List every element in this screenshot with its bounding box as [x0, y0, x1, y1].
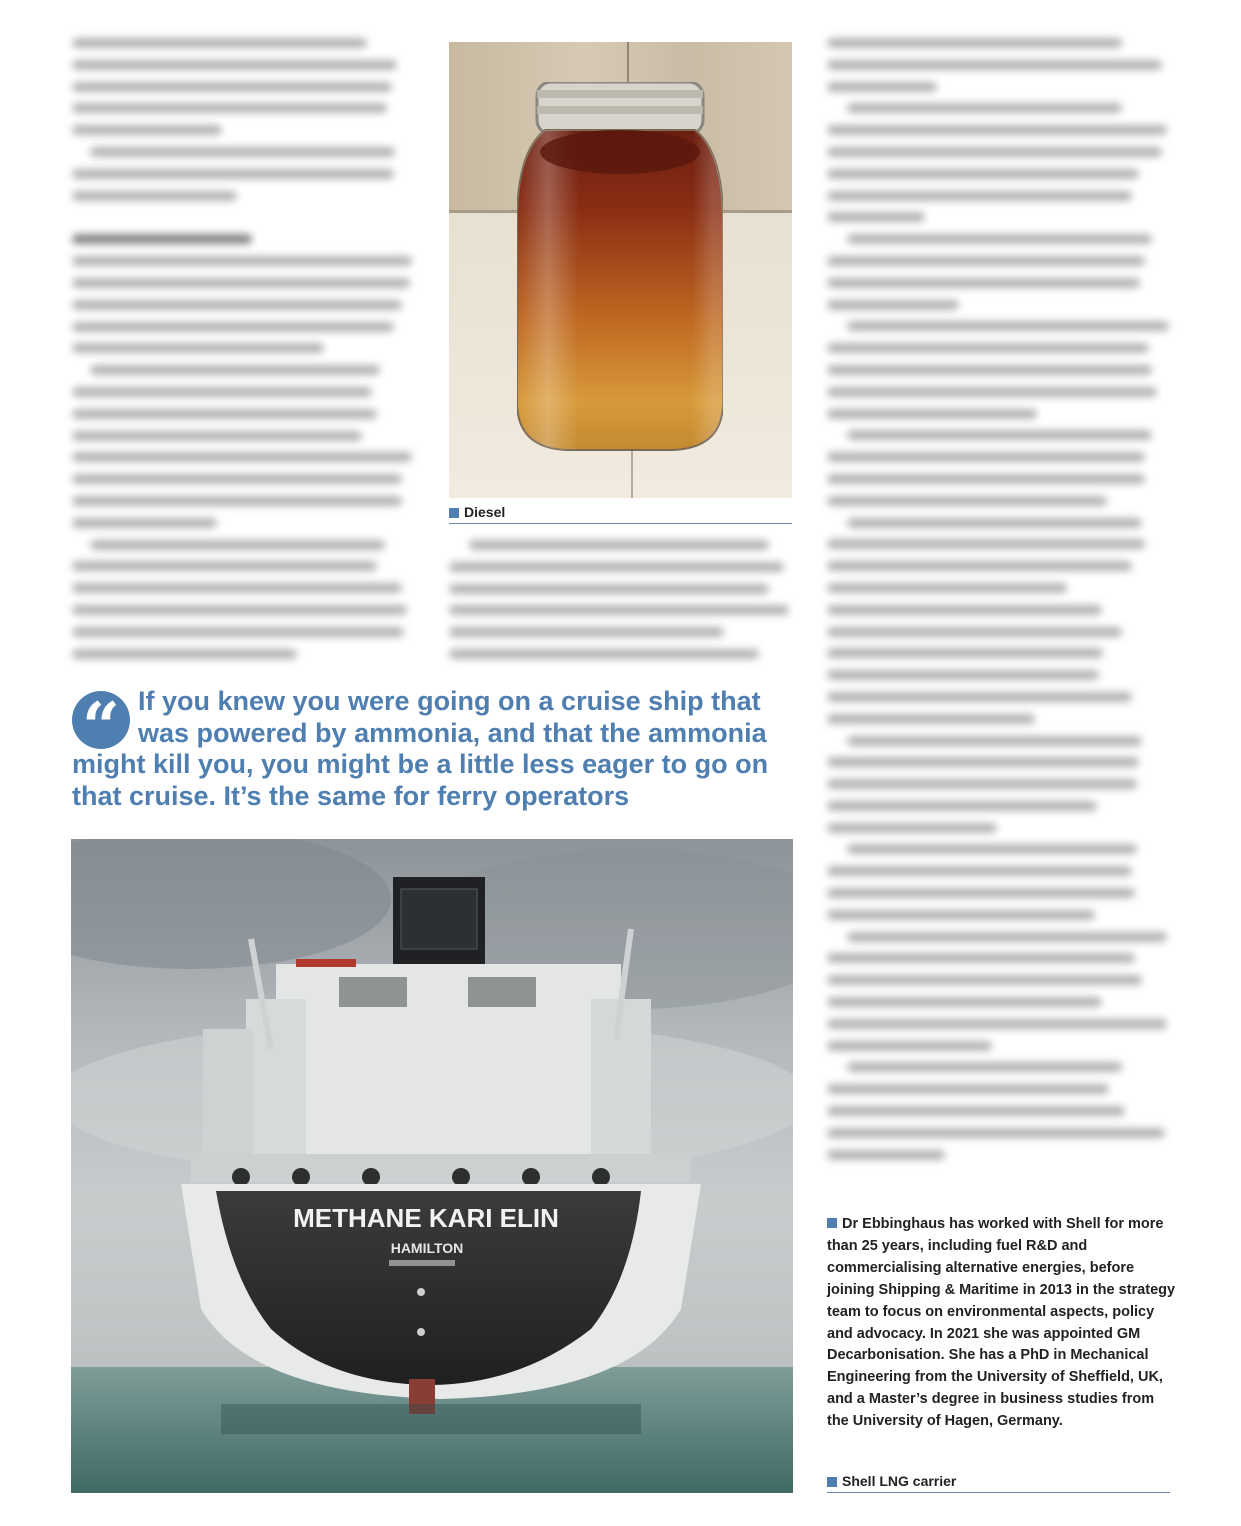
diesel-caption: [449, 504, 792, 524]
caption-marker-icon: [449, 508, 459, 518]
diesel-jar-photo: [449, 42, 792, 498]
pull-quote-text: If you knew you were going on a cruise ship that was powered by ammonia, and that the ammonia might kill you, you might be a little less eager to go on that cruise. It’s the same for ferry operators: [72, 686, 769, 811]
ship-port-text: HAMILTON: [390, 1240, 464, 1256]
author-bio-text: Dr Ebbinghaus has worked with Shell for more than 25 years, including fuel R&D and commercialising alternative energies, before joining Shipping & Maritime in 2013 in the strategy team to focus on environmental aspects, policy and advocacy. In 2021 she was appointed GM Decarbonisation. She has a PhD in Mechanical Engineering from the University of Sheffield, UK, and a Master’s degree in business studies from the University of Hagen, Germany.: [827, 1216, 1176, 1430]
ship-name-text: METHANE KARI ELIN: [293, 1203, 559, 1233]
jar-illustration: [517, 82, 723, 452]
ship-caption-text: Shell LNG carrier: [842, 1473, 957, 1489]
diesel-caption-text: Diesel: [464, 504, 506, 520]
bio-marker-icon: [827, 1218, 837, 1228]
pull-quote: [72, 686, 802, 812]
author-bio: [827, 1214, 1177, 1433]
quote-mark-icon: “: [72, 691, 130, 749]
body-text-column-left: [72, 38, 417, 670]
ship-caption: [827, 1473, 1170, 1493]
section-heading: [72, 234, 252, 244]
body-text-column-right: [827, 38, 1172, 1171]
caption-marker-icon: [827, 1477, 837, 1487]
body-text-column-middle: [449, 540, 794, 671]
ship-illustration: [71, 839, 793, 1493]
lng-carrier-photo: [71, 839, 793, 1493]
